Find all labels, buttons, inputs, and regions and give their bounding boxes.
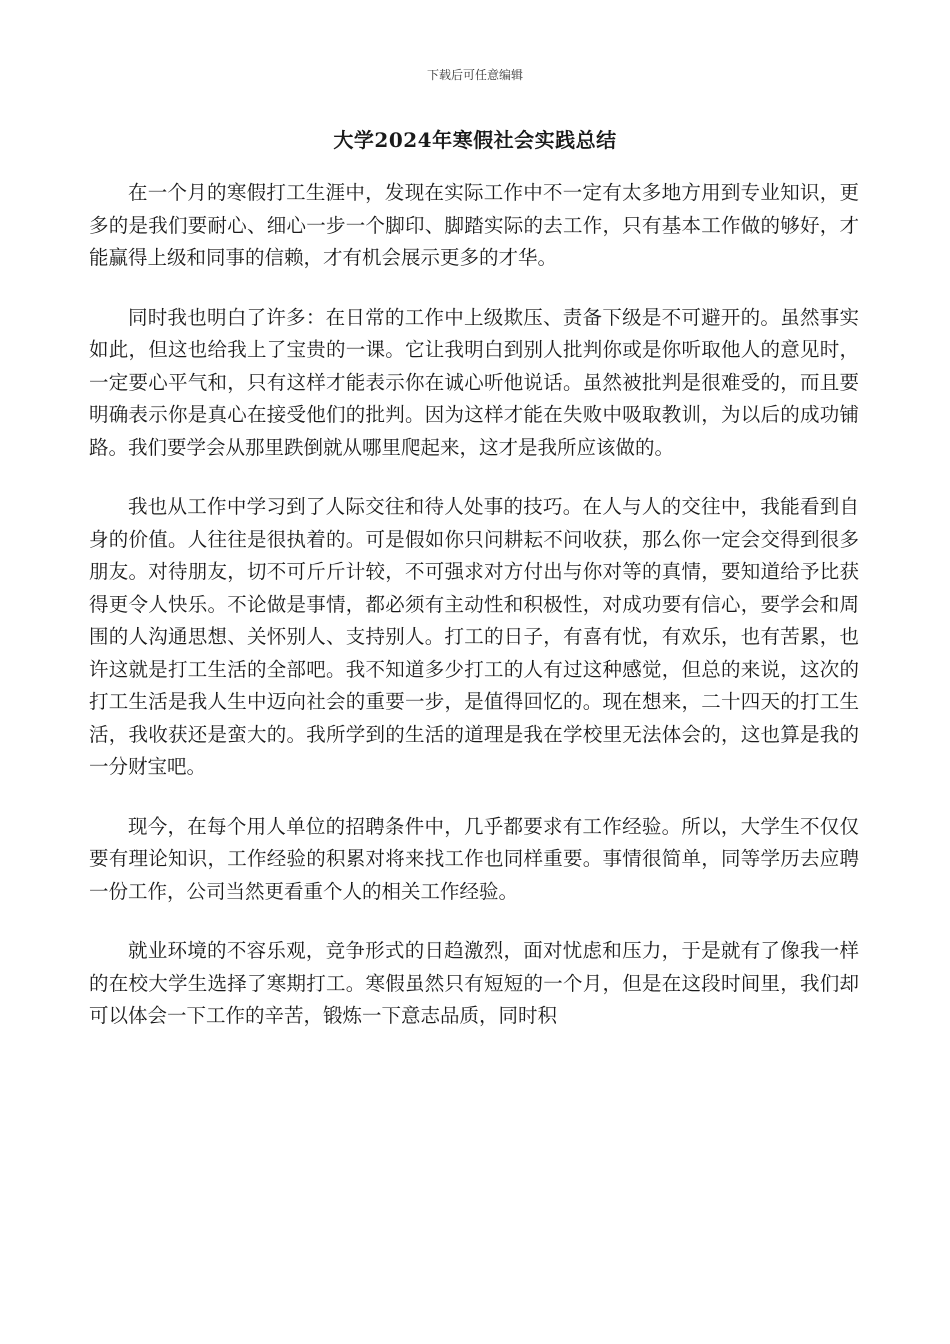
document-body: [89, 177, 859, 1060]
paragraph-4: 现今，在每个用人单位的招聘条件中，几乎都要求有工作经验。所以，大学生不仅仅要有理论知识，工作经验的积累对将来找工作也同样重要。事情很简单，同等学历去应聘一份工作，公司当然更看重个人的相关工作经验。: [89, 814, 859, 903]
paragraph-3: 我也从工作中学习到了人际交往和待人处事的技巧。在人与人的交往中，我能看到自身的价值。人往往是很执着的。可是假如你只问耕耘不问收获，那么你一定会交得到很多朋友。对待朋友，切不可斤斤计较，不可强求对方付出与你对等的真情，要知道给予比获得更令人快乐。不论做是事情，都必须有主动性和积极性，对成功要有信心，要学会和周围的人沟通思想、关怀别人、支持别人。打工的日子，有喜有忧，有欢乐，也有苦累，也许这就是打工生活的全部吧。我不知道多少打工的人有过这种感觉，但总的来说，这次的打工生活是我人生中迈向社会的重要一步，是值得回忆的。现在想来，二十四天的打工生活，我收获还是蛮大的。我所学到的生活的道理是我在学校里无法体会的，这也算是我的一分财宝吧。: [89, 495, 859, 778]
paragraph-2: 同时我也明白了许多：在日常的工作中上级欺压、责备下级是不可避开的。虽然事实如此，但这也给我上了宝贵的一课。它让我明白到别人批判你或是你听取他人的意见时，一定要心平气和，只有这样才能表示你在诚心听他说话。虽然被批判是很难受的，而且要明确表示你是真心在接受他们的批判。因为这样才能在失败中吸取教训，为以后的成功铺路。我们要学会从那里跌倒就从哪里爬起来，这才是我所应该做的。: [89, 305, 859, 459]
header-note: 下载后可任意编辑: [426, 68, 523, 82]
paragraph-1: 在一个月的寒假打工生涯中，发现在实际工作中不一定有太多地方用到专业知识，更多的是我们要耐心、细心一步一个脚印、脚踏实际的去工作，只有基本工作做的够好，才能赢得上级和同事的信赖，才有机会展示更多的才华。: [89, 181, 859, 269]
document-title: 大学2024年寒假社会实践总结: [333, 128, 617, 152]
paragraph-5: 就业环境的不容乐观，竞争形式的日趋激烈，面对忧虑和压力，于是就有了像我一样的在校大学生选择了寒期打工。寒假虽然只有短短的一个月，但是在这段时间里，我们却可以体会一下工作的辛苦，锻炼一下意志品质，同时积: [89, 939, 859, 1027]
